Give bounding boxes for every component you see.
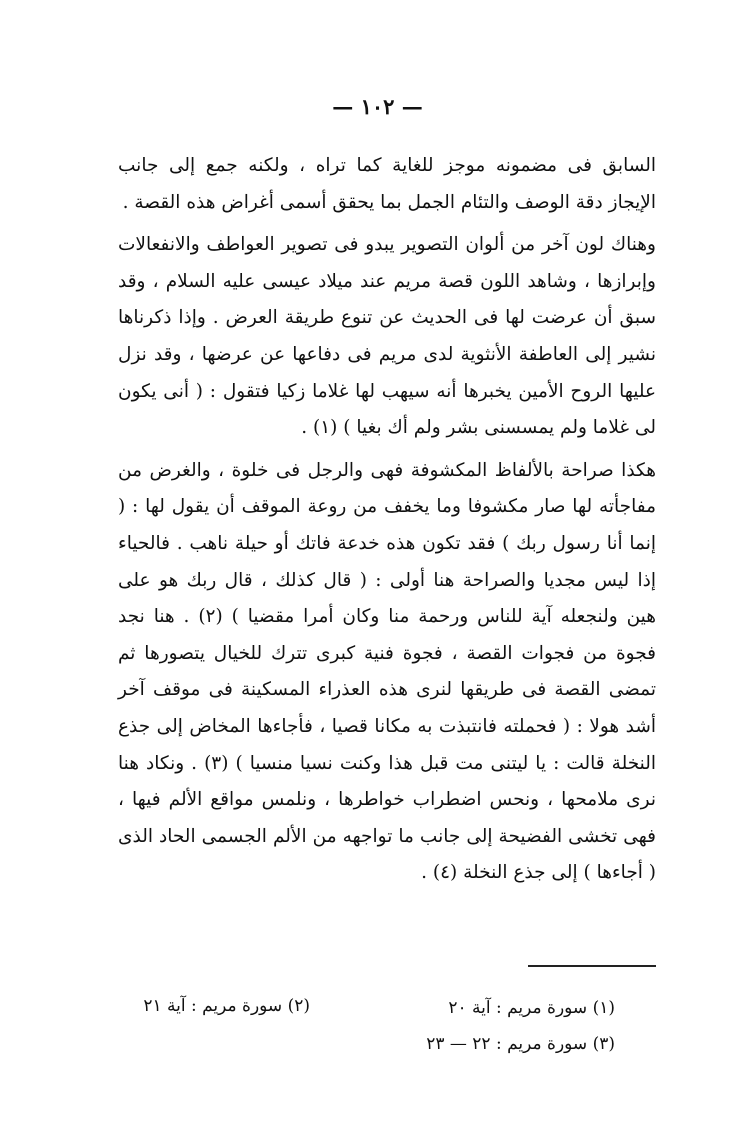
paragraph-3: هكذا صراحة بالألفاظ المكشوفة فهى والرجل فى خلوة ، والغرض من مفاجأته لها صار مكشوفا وما يخفف من روعة الموقف أن يقول لها : ( إنما أنا رسول ربك ) فقد تكون هذه خدعة فاتك أو حيلة ناهب . فالحياء إذا ليس مجديا والصراحة هنا أولى : ( قال كذلك ، قال ربك هو على هين ولنجعله آية للناس ورحمة منا وكان أمرا مقضيا ) (٢) . هنا نجد فجوة من فجوات القصة ، فجوة فنية كبرى تترك للخيال يتصورها ثم تمضى القصة فى طريقها لنرى هذه العذراء المسكينة فى موقف آخر أشد هولا : ( فحملته فانتبذت به مكانا قصيا ، فأجاءها المخاض إلى جذع النخلة قالت : يا ليتنى مت قبل هذا وكنت نسيا منسيا ) (٣) . ونكاد هنا نرى ملامحها ، ونحس اضطراب خواطرها ، ونلمس مواقع الألم فيها ، فهى تخشى الفضيحة إلى جانب ما تواجهه من الألم الجسمى الحاد الذى ( أجاءها ) إلى جذع النخلة (٤) . <box>118 459 656 884</box>
paragraph-1: السابق فى مضمونه موجز للغاية كما تراه ، ولكنه جمع إلى جانب الإيجاز دقة الوصف والتئام الجمل بما يحقق أسمى أغراض هذه القصة . <box>118 155 656 213</box>
footnote-1: (١) سورة مريم : آية ٢٠ <box>448 998 615 1018</box>
page-body <box>118 148 656 892</box>
footnote-divider <box>528 965 656 967</box>
footnote-3: (٣) سورة مريم : ٢٢ — ٢٣ <box>426 1034 615 1054</box>
page-number: — ١٠٢ — <box>332 94 423 119</box>
footnote-2: (٢) سورة مريم : آية ٢١ <box>143 996 310 1016</box>
paragraph-2: وهناك لون آخر من ألوان التصوير يبدو فى تصوير العواطف والانفعالات وإبرازها ، وشاهد اللون قصة مريم عند ميلاد عيسى عليه السلام ، وقد سبق أن عرضت لها فى الحديث عن تنوع طريقة العرض . وإذا ذكرناها نشير إلى العاطفة الأنثوية لدى مريم فى دفاعها عن عرضها ، وقد نزل عليها الروح الأمين يخبرها أنه سيهب لها غلاما زكيا فتقول : ( أنى يكون لى غلاما ولم يمسسنى بشر ولم أك بغيا ) (١) . <box>118 234 656 439</box>
